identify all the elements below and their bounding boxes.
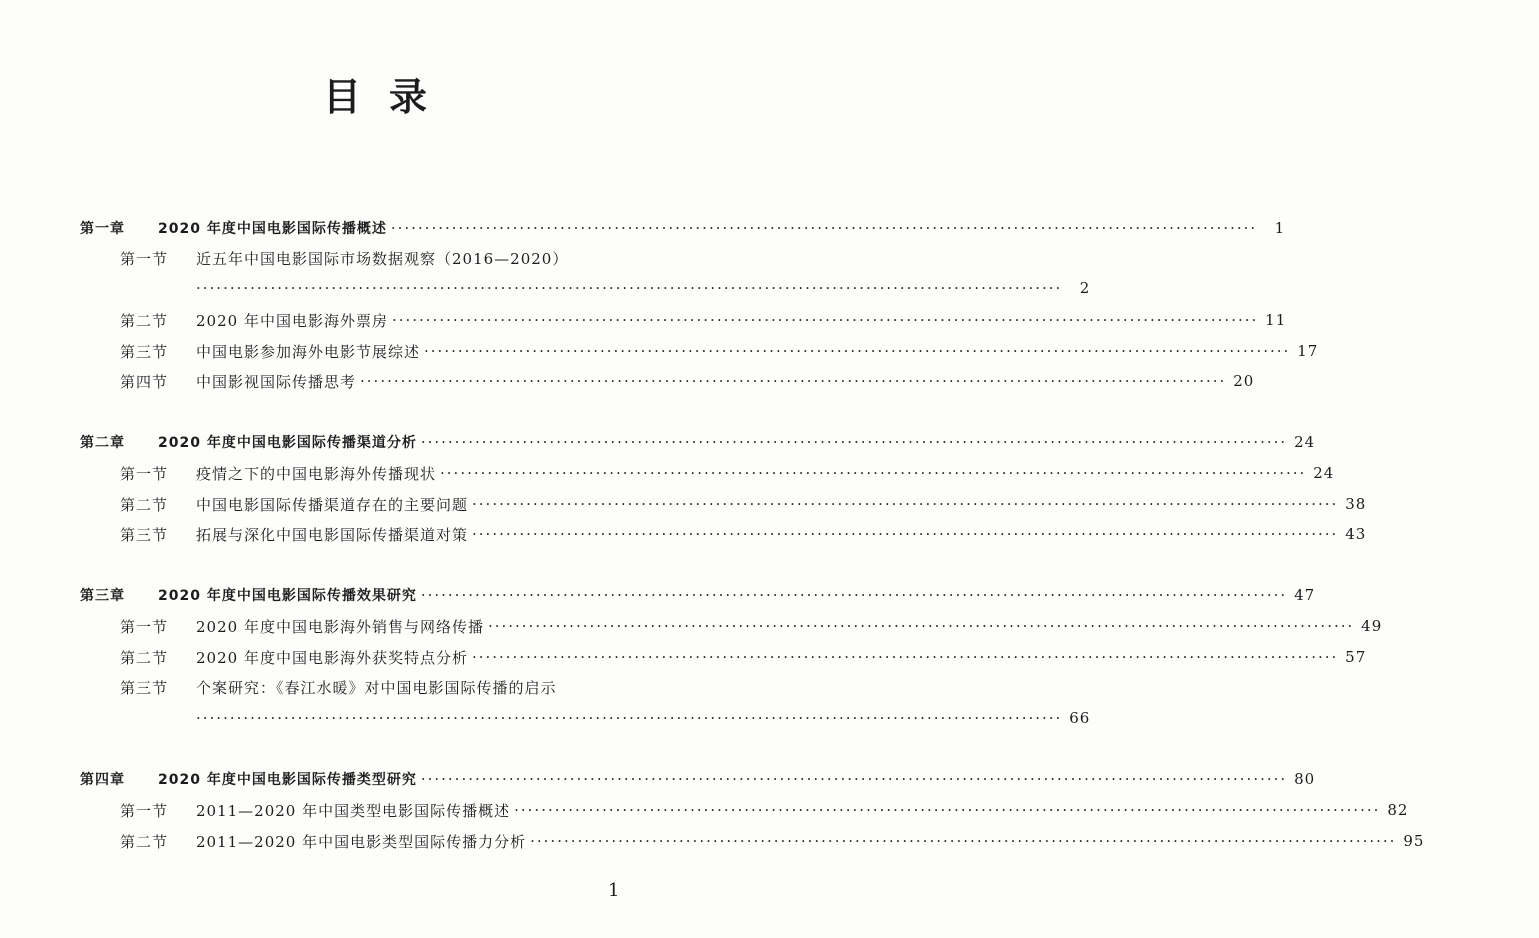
entry-page: 80 (1294, 770, 1316, 788)
entry-title: 中国电影国际传播渠道存在的主要问题 (196, 495, 469, 514)
entry-label: 第二章 (80, 435, 125, 451)
entry-page: 2 (1079, 279, 1091, 297)
toc-entry-section[interactable] (0, 612, 1383, 640)
entry-label: 第二节 (120, 495, 169, 514)
entry-title: 近五年中国电影国际市场数据观察（2016—2020） (196, 249, 569, 268)
leader-dots (421, 433, 1287, 451)
leader-dots (196, 279, 1062, 297)
leader-dots (440, 464, 1306, 482)
entry-page: 38 (1345, 495, 1367, 513)
entry-label: 第一节 (120, 801, 169, 820)
entry-label: 第四节 (120, 372, 169, 391)
entry-title: 中国影视国际传播思考 (196, 372, 357, 391)
entry-title: 中国电影参加海外电影节展综述 (196, 342, 421, 361)
entry-page: 11 (1265, 311, 1287, 329)
entry-title: 2020 年度中国电影海外销售与网络传播 (196, 617, 484, 636)
toc-entry-section[interactable] (0, 459, 1335, 487)
leader-dots (196, 709, 1062, 727)
leader-dots (530, 832, 1396, 850)
entry-page: 24 (1294, 433, 1316, 451)
toc-entry-section[interactable] (0, 337, 1319, 365)
leader-dots (424, 342, 1290, 360)
toc-entry-continuation[interactable] (0, 704, 1091, 732)
entry-page: 82 (1387, 801, 1409, 819)
entry-title: 2020 年度中国电影国际传播效果研究 (158, 588, 417, 604)
entry-page: 17 (1297, 342, 1319, 360)
entry-page: 66 (1069, 709, 1091, 727)
entry-title: 2020 年度中国电影国际传播概述 (158, 221, 387, 237)
entry-label: 第三节 (120, 525, 169, 544)
toc-entry-chapter[interactable] (0, 765, 1316, 793)
entry-title: 2020 年度中国电影海外获奖特点分析 (196, 648, 468, 667)
leader-dots (472, 495, 1338, 513)
toc-entry-section[interactable] (0, 490, 1367, 518)
entry-page: 47 (1294, 586, 1316, 604)
toc-entry-chapter[interactable] (0, 581, 1316, 609)
entry-label: 第三章 (80, 588, 125, 604)
entry-title: 2020 年度中国电影国际传播类型研究 (158, 772, 417, 788)
entry-title: 2020 年中国电影海外票房 (196, 311, 388, 330)
entry-label: 第一节 (120, 249, 169, 268)
toc-entry-section[interactable] (0, 367, 1255, 395)
entry-title: 2020 年度中国电影国际传播渠道分析 (158, 435, 417, 451)
entry-title: 拓展与深化中国电影国际传播渠道对策 (196, 525, 469, 544)
toc-entry-section[interactable] (0, 244, 750, 272)
toc-entry-continuation[interactable] (0, 274, 1091, 302)
entry-page: 20 (1233, 372, 1255, 390)
entry-page: 49 (1361, 617, 1383, 635)
entry-label: 第三节 (120, 678, 169, 697)
entry-page: 1 (1274, 219, 1286, 237)
entry-label: 第一节 (120, 617, 169, 636)
entry-page: 95 (1403, 832, 1425, 850)
leader-dots (488, 617, 1354, 635)
toc-entry-section[interactable] (0, 306, 1287, 334)
toc-entry-section[interactable] (0, 520, 1367, 548)
entry-label: 第四章 (80, 772, 125, 788)
entry-label: 第一章 (80, 221, 125, 237)
entry-title: 个案研究：《春江水暖》对中国电影国际传播的启示 (196, 678, 557, 697)
page-number: 1 (608, 880, 620, 901)
entry-page: 57 (1345, 648, 1367, 666)
entry-page: 43 (1345, 525, 1367, 543)
leader-dots (421, 586, 1287, 604)
entry-title: 2011—2020 年中国类型电影国际传播概述 (196, 801, 511, 820)
toc-entry-section[interactable] (0, 796, 1409, 824)
entry-page: 24 (1313, 464, 1335, 482)
leader-dots (472, 648, 1338, 666)
leader-dots (421, 770, 1287, 788)
entry-title: 疫情之下的中国电影海外传播现状 (196, 464, 437, 483)
leader-dots (514, 801, 1380, 819)
toc-entry-section[interactable] (0, 827, 1425, 855)
entry-label: 第二节 (120, 832, 169, 851)
leader-dots (391, 219, 1257, 237)
entry-label: 第二节 (120, 648, 169, 667)
entry-label: 第三节 (120, 342, 169, 361)
entry-label: 第一节 (120, 464, 169, 483)
toc-entry-section[interactable] (0, 643, 1367, 671)
leader-dots (360, 372, 1226, 390)
page-title: 目录 (322, 75, 455, 119)
leader-dots (472, 525, 1338, 543)
entry-label: 第二节 (120, 311, 169, 330)
toc-entry-chapter[interactable] (0, 214, 1286, 242)
toc-entry-chapter[interactable] (0, 428, 1316, 456)
entry-title: 2011—2020 年中国电影类型国际传播力分析 (196, 832, 527, 851)
leader-dots (392, 311, 1258, 329)
toc-entry-section[interactable] (0, 673, 750, 701)
